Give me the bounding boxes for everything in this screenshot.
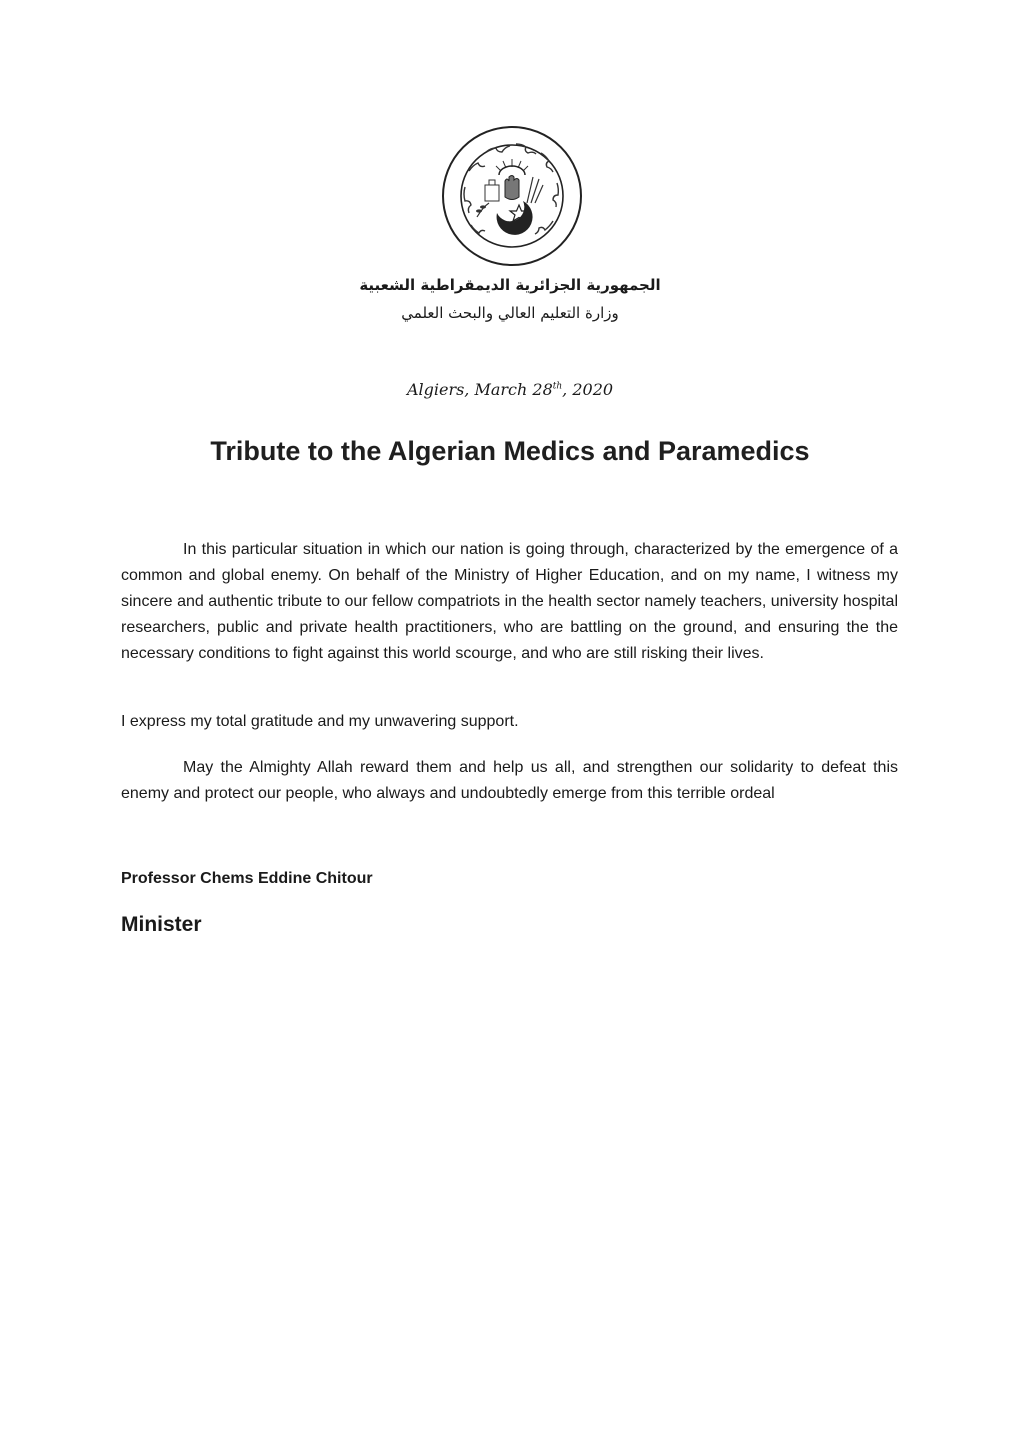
letter-title: Tribute to the Algerian Medics and Paramedics [210, 436, 810, 466]
country-name-arabic: الجمهورية الجزائرية الديمقراطية الشعبية [359, 276, 661, 294]
body-paragraph: I express my total gratitude and my unwavering support. [121, 713, 519, 730]
body-paragraph: May the Almighty Allah reward them and help us all, and strengthen our solidarity to defeat this enemy and protect our people, who always and undoubtedly emerge from this terrible ordeal [121, 759, 898, 802]
date-prefix: Algiers, March 28 [406, 380, 553, 399]
signatory-role: Minister [121, 913, 202, 936]
body-paragraph: In this particular situation in which our nation is going through, characterized by the emergence of a common and global enemy. On behalf of the Ministry of Higher Education, and on my name, I witness my sincere and authentic tribute to our fellow compatriots in the health sector namely teachers, university hospital researchers, public and private health practitioners, who are battling on the ground, and ensuring the the necessary conditions to fight against this world scourge, and who are still risking their lives. [121, 541, 898, 662]
ministry-name-arabic: وزارة التعليم العالي والبحث العلمي [401, 304, 619, 322]
algeria-state-seal-icon [441, 125, 583, 267]
letter-date [300, 380, 720, 399]
date-ordinal-suffix: th [552, 381, 563, 392]
date-year: , 2020 [562, 380, 614, 399]
signatory-name: Professor Chems Eddine Chitour [121, 870, 373, 887]
